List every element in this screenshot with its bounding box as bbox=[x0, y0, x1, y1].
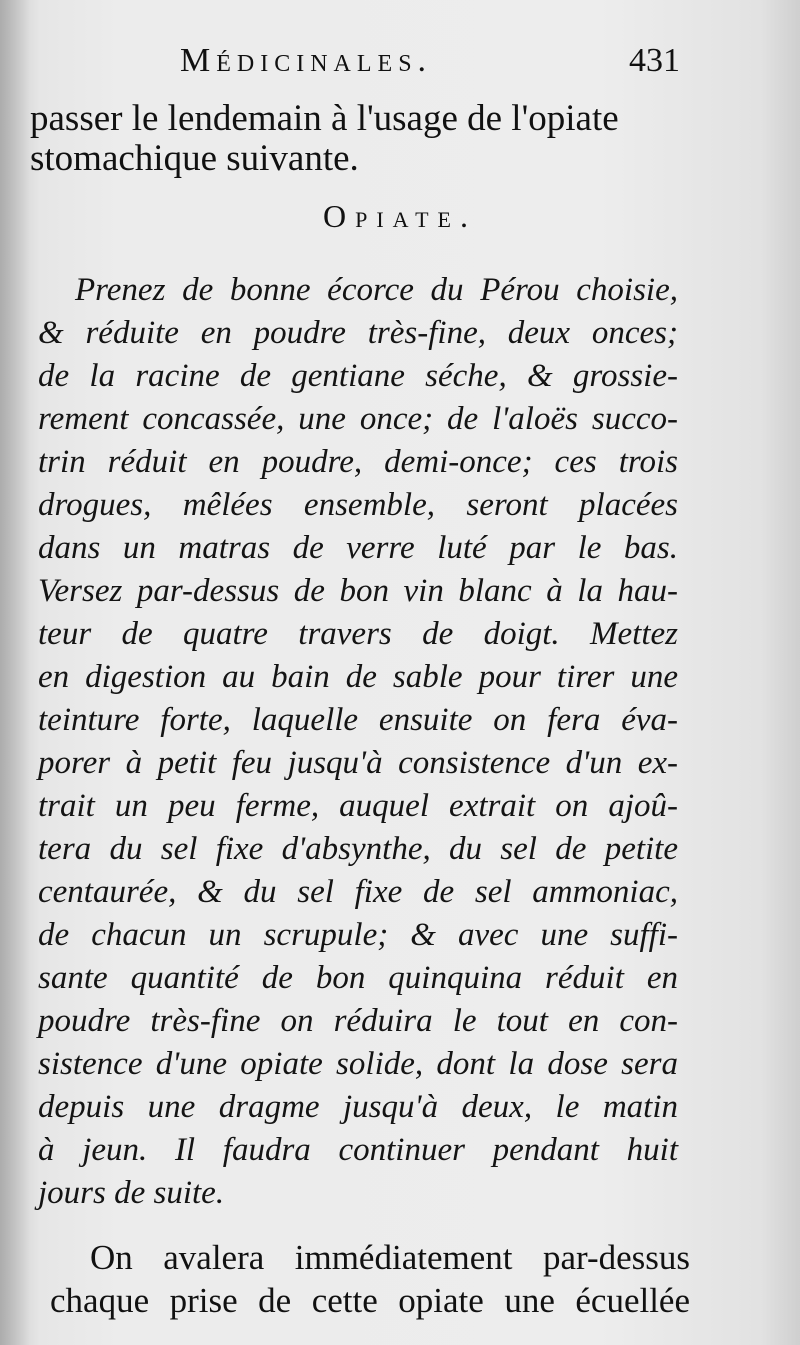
intro-line: stomachique suivante. bbox=[30, 138, 359, 179]
recipe-line: trin réduit en poudre, demi-once; ces trois bbox=[38, 444, 678, 480]
recipe-line: Prenez de bonne écorce du Pérou choisie, bbox=[75, 272, 678, 308]
recipe-line: trait un peu ferme, auquel extrait on ajoû- bbox=[38, 788, 678, 824]
recipe-line: porer à petit feu jusqu'à consistence d'un ex- bbox=[38, 745, 678, 781]
recipe-line: de chacun un scrupule; & avec une suffi- bbox=[38, 917, 678, 953]
section-heading: Opiate. bbox=[323, 198, 477, 234]
page-header bbox=[180, 42, 680, 86]
intro-line: passer le lendemain à l'usage de l'opiate bbox=[30, 98, 619, 139]
recipe-line: poudre très-fine on réduira le tout en con- bbox=[38, 1003, 678, 1039]
running-title: Médicinales. bbox=[180, 42, 433, 79]
recipe-line: tera du sel fixe d'absynthe, du sel de petite bbox=[38, 831, 678, 867]
recipe-line: jours de suite. bbox=[38, 1175, 225, 1211]
recipe-line: Versez par-dessus de bon vin blanc à la hau- bbox=[38, 573, 678, 609]
recipe-line: de la racine de gentiane séche, & grossie- bbox=[38, 358, 678, 394]
recipe-line: depuis une dragme jusqu'à deux, le matin bbox=[38, 1089, 678, 1125]
recipe-line: à jeun. Il faudra continuer pendant huit bbox=[38, 1132, 678, 1168]
recipe-line: dans un matras de verre luté par le bas. bbox=[38, 530, 678, 566]
recipe-line: en digestion au bain de sable pour tirer une bbox=[38, 659, 678, 695]
closing-line: On avalera immédiatement par-dessus bbox=[90, 1238, 690, 1277]
recipe-line: & réduite en poudre très-fine, deux onces; bbox=[38, 315, 678, 351]
recipe-line: teinture forte, laquelle ensuite on fera éva- bbox=[38, 702, 678, 738]
page-number: 431 bbox=[629, 42, 680, 79]
recipe-line: sante quantité de bon quinquina réduit en bbox=[38, 960, 678, 996]
recipe-line: drogues, mêlées ensemble, seront placées bbox=[38, 487, 678, 523]
closing-line: chaque prise de cette opiate une écuellée bbox=[50, 1281, 690, 1320]
recipe-line: sistence d'une opiate solide, dont la dose sera bbox=[38, 1046, 678, 1082]
recipe-line: centaurée, & du sel fixe de sel ammoniac, bbox=[38, 874, 678, 910]
recipe-line: rement concassée, une once; de l'aloës succo- bbox=[38, 401, 678, 437]
recipe-line: teur de quatre travers de doigt. Mettez bbox=[38, 616, 678, 652]
